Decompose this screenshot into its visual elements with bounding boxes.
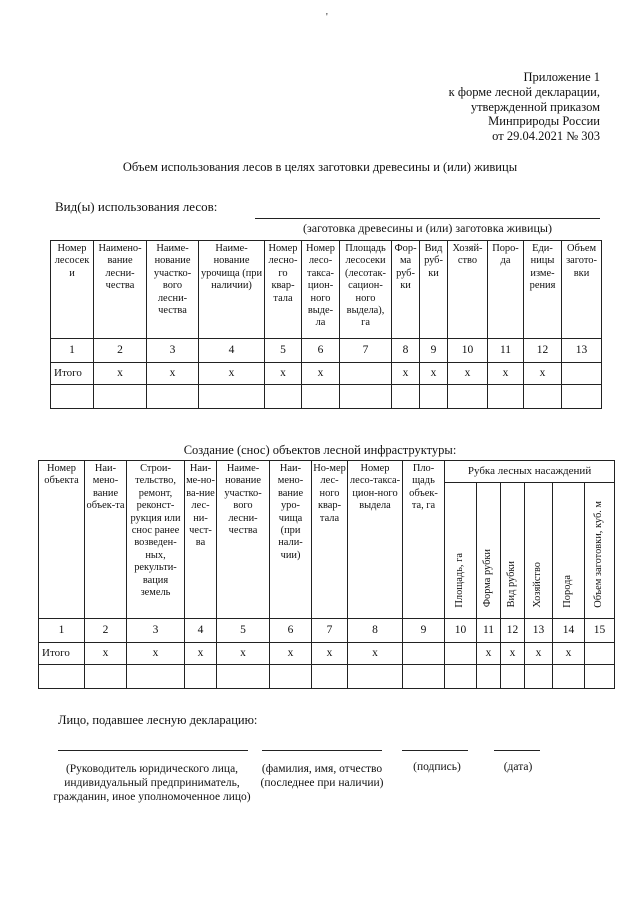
t2-number-cell: 13 [525,619,553,643]
t1-empty-cell[interactable] [199,385,265,409]
t2-header-cell: Наиме-нование участко-вого лесни-чества [217,461,270,619]
t2-subheader-cell [445,483,477,619]
t2-subheader-cell [477,483,501,619]
t1-total-cell[interactable] [340,363,392,385]
t1-empty-cell[interactable] [562,385,602,409]
t2-empty-cell[interactable] [85,665,127,689]
t2-number-cell: 7 [312,619,348,643]
t2-header-cell: Наи-мено-вание объек-та [85,461,127,619]
t2-total-cell: х [217,643,270,665]
t1-number-cell: 8 [392,339,420,363]
t2-header-cell: Пло-щадь объек-та, га [403,461,445,619]
t2-empty-cell[interactable] [525,665,553,689]
t2-number-cell: 15 [585,619,615,643]
t1-empty-cell[interactable] [524,385,562,409]
appendix-line-1: Приложение 1 [523,70,600,84]
appendix-line-5: от 29.04.2021 № 303 [492,129,600,144]
t2-number-cell: 9 [403,619,445,643]
t2-subheader-cell [585,483,615,619]
t1-header-cell: Хозяй-ство [448,241,488,339]
t2-header-cell: Номер объекта [39,461,85,619]
t2-empty-cell[interactable] [501,665,525,689]
t1-total-cell: х [199,363,265,385]
t2-subheader-text: Порода [562,574,574,608]
t2-subheader-text: Форма рубки [482,549,494,608]
t2-empty-cell[interactable] [553,665,585,689]
t1-total-cell: х [488,363,524,385]
t2-number-cell: 11 [477,619,501,643]
appendix-line-2: к форме лесной декларации, [448,84,600,99]
appendix-line-3: утвержденной приказом [470,99,600,114]
t1-number-cell: 2 [94,339,147,363]
declarant-name-line[interactable] [262,750,382,751]
signature-caption: (подпись) [413,761,461,773]
t2-number-cell: 2 [85,619,127,643]
table2-number-row [39,619,615,643]
t1-header-cell: Номер лесо-такса-цион-ного выде-ла [302,241,340,339]
t2-total-cell: х [270,643,312,665]
t2-empty-cell[interactable] [585,665,615,689]
t1-number-cell: 1 [51,339,94,363]
t2-header-cell: Наи-мено-вание уро-чища (при нали-чии) [270,461,312,619]
t2-subheader-text: Хозяйство [532,561,544,608]
t1-header-cell: Номер лесно-го квар-тала [265,241,302,339]
appendix-header [449,70,600,144]
t1-header-cell: Вид руб-ки [420,241,448,339]
t2-number-cell: 4 [185,619,217,643]
document-title: Объем использования лесов в целях заготовки древесины и (или) живицы [122,160,518,174]
table1-header-row [51,241,602,339]
t2-total-cell: х [127,643,185,665]
declarant-position-line[interactable] [58,750,248,751]
t2-subheader-text: Вид рубки [506,561,518,608]
t2-subheader-text: Площадь, га [454,553,466,608]
t1-total-cell[interactable] [562,363,602,385]
t2-number-cell: 12 [501,619,525,643]
t1-empty-cell[interactable] [420,385,448,409]
t2-empty-cell[interactable] [217,665,270,689]
table1-number-row [51,339,602,363]
harvest-volume-table [50,240,602,409]
t1-number-cell: 7 [340,339,392,363]
t1-number-cell: 10 [448,339,488,363]
t1-header-cell: Фор-ма руб-ки [392,241,420,339]
date-caption: (дата) [503,761,533,773]
t2-total-cell: х [553,643,585,665]
t2-total-cell: х [501,643,525,665]
t1-header-cell: Наиме-нование урочища (при наличии) [199,241,265,339]
position-caption: (Руководитель юридического лица, индивидуальный предприниматель, гражданин, иное уполномоченное лицо) [53,763,251,803]
t2-subheader-cell [501,483,525,619]
t1-header-cell: Поро-да [488,241,524,339]
declarant-label: Лицо, подавшее лесную декларацию: [58,713,258,727]
t2-number-cell: 3 [127,619,185,643]
t1-number-cell: 5 [265,339,302,363]
t2-subheader-text: Объем заготовки, куб. м [593,500,605,608]
t1-total-cell: х [524,363,562,385]
infrastructure-table [38,460,615,689]
t2-empty-cell[interactable] [270,665,312,689]
t2-number-cell: 5 [217,619,270,643]
t1-empty-cell[interactable] [340,385,392,409]
t2-empty-cell[interactable] [348,665,403,689]
usage-label: Вид(ы) использования лесов: [55,199,218,214]
t2-header-cell: Номер лесо-такса-цион-ного выдела [348,461,403,619]
t2-number-cell: 1 [39,619,85,643]
t1-empty-cell[interactable] [488,385,524,409]
t1-total-cell: х [265,363,302,385]
page-mark: ' [326,12,328,23]
t1-total-cell: х [302,363,340,385]
t2-header-cell: Наи-ме-но-ва-ние лес-ни-чест-ва [185,461,217,619]
t2-total-cell: х [85,643,127,665]
declarant-signature-line[interactable] [402,750,468,751]
t2-total-cell[interactable] [445,643,477,665]
t2-header-cell: Строи-тельство, ремонт, реконст-рукция или снос ранее возведен-ных, рекульти-вация земель [127,461,185,619]
t1-number-cell: 4 [199,339,265,363]
t1-empty-cell[interactable] [94,385,147,409]
name-caption: (фамилия, имя, отчество (последнее при наличии) [260,763,384,789]
t1-empty-cell[interactable] [147,385,199,409]
t2-empty-cell[interactable] [445,665,477,689]
t2-total-cell: х [348,643,403,665]
t1-total-label: Итого [51,363,94,385]
t1-header-cell: Наиме-нование участко-вого лесни-чества [147,241,199,339]
infrastructure-title: Создание (снос) объектов лесной инфраструктуры: [183,443,457,457]
table2-total-row [39,643,615,665]
t1-header-cell: Наимено-вание лесни-чества [94,241,147,339]
table1-empty-row[interactable] [51,385,602,409]
t1-empty-cell[interactable] [448,385,488,409]
t1-empty-cell[interactable] [265,385,302,409]
table1-total-row [51,363,602,385]
t2-number-cell: 8 [348,619,403,643]
t2-number-cell: 10 [445,619,477,643]
t1-number-cell: 13 [562,339,602,363]
t1-number-cell: 11 [488,339,524,363]
t2-total-cell: х [525,643,553,665]
declarant-date-line[interactable] [494,750,540,751]
t1-number-cell: 9 [420,339,448,363]
t2-header-cell: Но-мер лес-ного квар-тала [312,461,348,619]
t2-number-cell: 6 [270,619,312,643]
t2-total-cell[interactable] [585,643,615,665]
t2-empty-cell[interactable] [127,665,185,689]
appendix-line-4: Минприроды России [488,114,600,129]
usage-value: (заготовка древесины и (или) заготовка живицы) [255,218,600,236]
t1-number-cell: 6 [302,339,340,363]
t2-empty-cell[interactable] [185,665,217,689]
table2-empty-row[interactable] [39,665,615,689]
t2-subheader-cell [553,483,585,619]
t1-total-cell: х [147,363,199,385]
t2-group-header: Рубка лесных насаждений [445,461,615,483]
t2-empty-cell[interactable] [403,665,445,689]
t1-total-cell: х [448,363,488,385]
t2-subheader-cell [525,483,553,619]
t1-total-cell: х [420,363,448,385]
t2-empty-cell[interactable] [477,665,501,689]
t2-total-cell: х [312,643,348,665]
t1-header-cell: Номер лесосеки [51,241,94,339]
t2-total-cell[interactable] [403,643,445,665]
t1-empty-cell[interactable] [392,385,420,409]
t1-header-cell: Объем загото-вки [562,241,602,339]
t2-number-cell: 14 [553,619,585,643]
t1-header-cell: Площадь лесосеки (лесотак-сацион-ного выдела), га [340,241,392,339]
t2-empty-cell[interactable] [39,665,85,689]
t1-total-cell: х [94,363,147,385]
t1-empty-cell[interactable] [51,385,94,409]
t2-total-label: Итого [39,643,85,665]
t2-total-cell: х [185,643,217,665]
t2-total-cell: х [477,643,501,665]
t1-total-cell: х [392,363,420,385]
table2-header-row [39,461,615,483]
t1-header-cell: Еди-ницы изме-рения [524,241,562,339]
t1-number-cell: 12 [524,339,562,363]
t1-number-cell: 3 [147,339,199,363]
t1-empty-cell[interactable] [302,385,340,409]
t2-empty-cell[interactable] [312,665,348,689]
